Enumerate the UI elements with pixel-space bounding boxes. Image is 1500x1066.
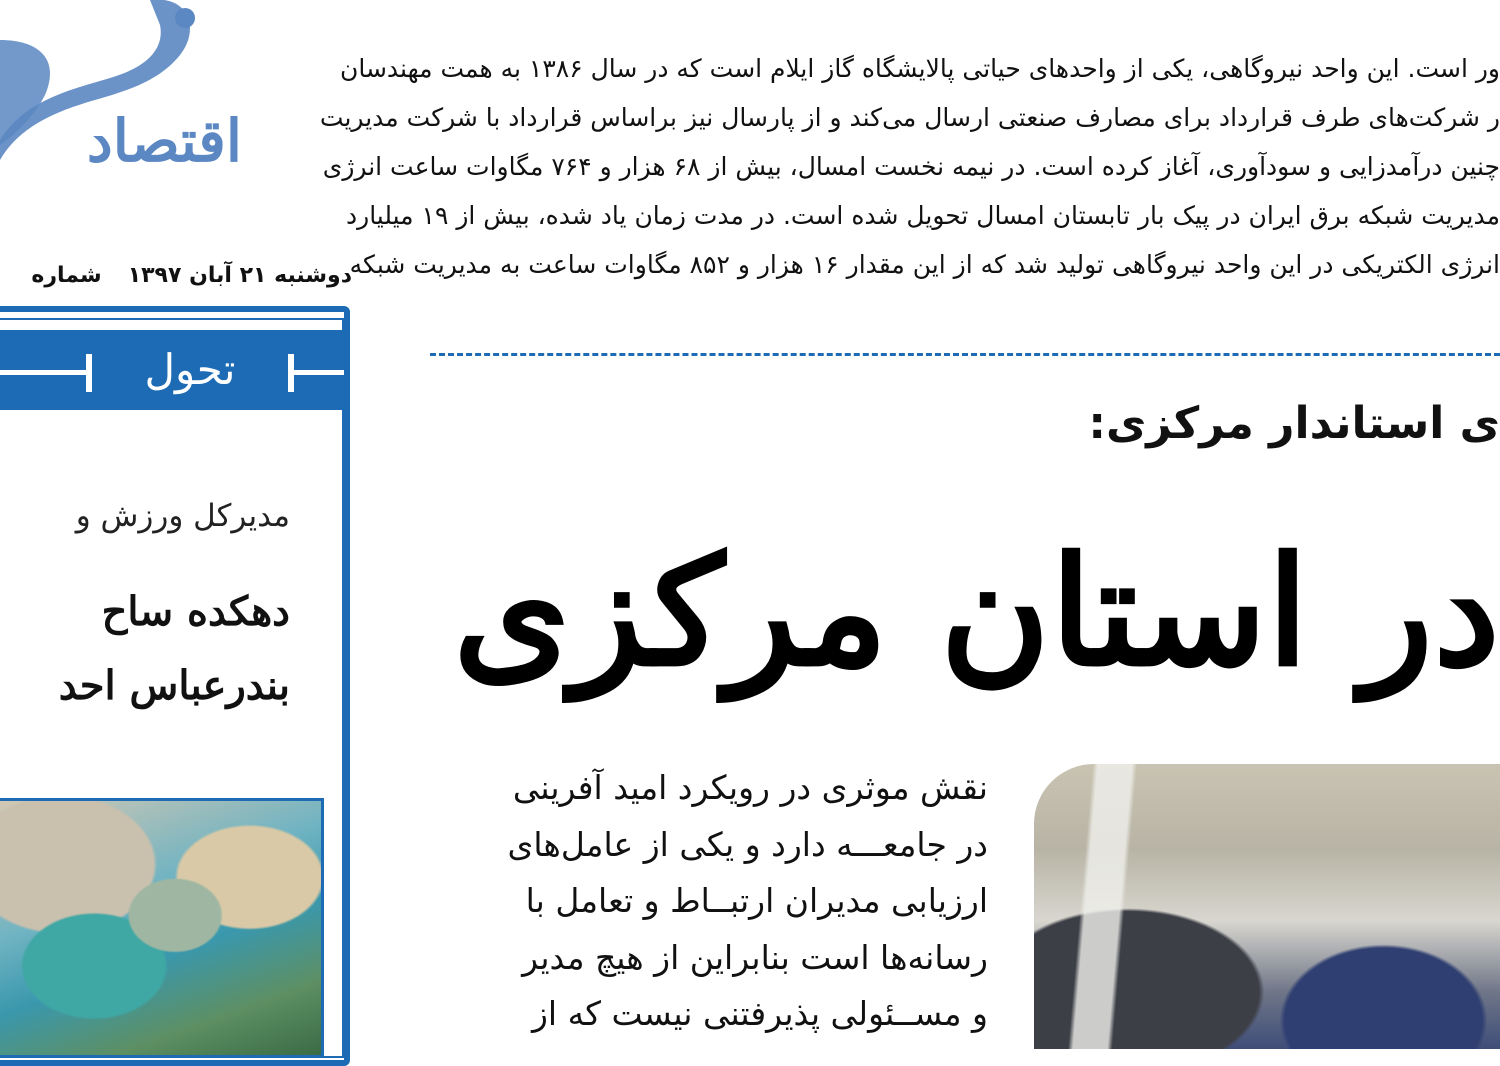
main-story-photo	[1034, 764, 1500, 1049]
body-line: و مســئولی پذیرفتنی نیست که از	[532, 994, 988, 1033]
main-story-kicker: ی استاندار مرکزی:	[1088, 398, 1500, 449]
section-rule-right	[288, 370, 344, 375]
main-story-body	[420, 760, 988, 1043]
date-text: دوشنبه ۲۱ آبان ۱۳۹۷	[127, 263, 352, 288]
body-line: رسانه‌ها است بنابراین از هیچ مدیر	[522, 937, 988, 977]
sidebar-headline-line-1: دهکده ساح	[101, 588, 290, 635]
section-rule-left-cap	[86, 354, 92, 392]
top-article-line: ر شرکت‌های طرف قرارداد برای مصارف صنعتی ارسال می‌کند و از پارسال نیز براساس قرارداد با شرکت مدیریت	[319, 103, 1500, 132]
sidebar-headline-line-2: بندرعباس احد	[58, 662, 290, 709]
body-line: ارزیابی مدیران ارتبــاط و تعامل با	[525, 881, 988, 920]
dashed-divider	[430, 353, 1500, 356]
masthead-logo-word: اقتصاد	[86, 107, 242, 175]
top-article-line: ور است. این واحد نیروگاهی، یکی از واحدهای حیاتی پالایشگاه گاز ایلام است که در سال ۱۳۸۶ به همت مهندسان	[340, 54, 1500, 83]
top-article-line: چنین درآمدزایی و سودآوری، آغاز کرده است. در نیمه نخست امسال، بیش از ۶۸ هزار و ۷۶۴ مگاوات ساعت انرژی	[322, 152, 1500, 181]
sidebar-kicker: مدیرکل ورزش و	[75, 498, 290, 534]
section-title: تحول	[144, 345, 236, 394]
top-article-line: مدیریت شبکه برق ایران در پیک بار تابستان امسال تحویل شده است. در مدت زمان یاد شده، بیش از ۱۹ میلیارد	[345, 201, 1500, 230]
body-line: نقش موثری در رویکرد امید آفرینی	[512, 768, 988, 807]
section-rule-left	[0, 370, 90, 375]
main-story-headline: در استان مرکزی	[453, 524, 1500, 700]
top-article-line: انرژی الکتریکی در این واحد نیروگاهی تولید شد که از این مقدار ۱۶ هزار و ۸۵۲ مگاوات ساعت به مدیریت شبکه	[349, 250, 1500, 279]
top-article-text	[319, 44, 1500, 289]
issue-label: شماره	[31, 263, 102, 288]
section-rule-right-cap	[288, 354, 294, 392]
body-line: در جامعـــه دارد و یکی از عامل‌های	[507, 824, 988, 864]
dateline	[0, 258, 352, 294]
sidebar-aerial-photo	[0, 798, 324, 1058]
